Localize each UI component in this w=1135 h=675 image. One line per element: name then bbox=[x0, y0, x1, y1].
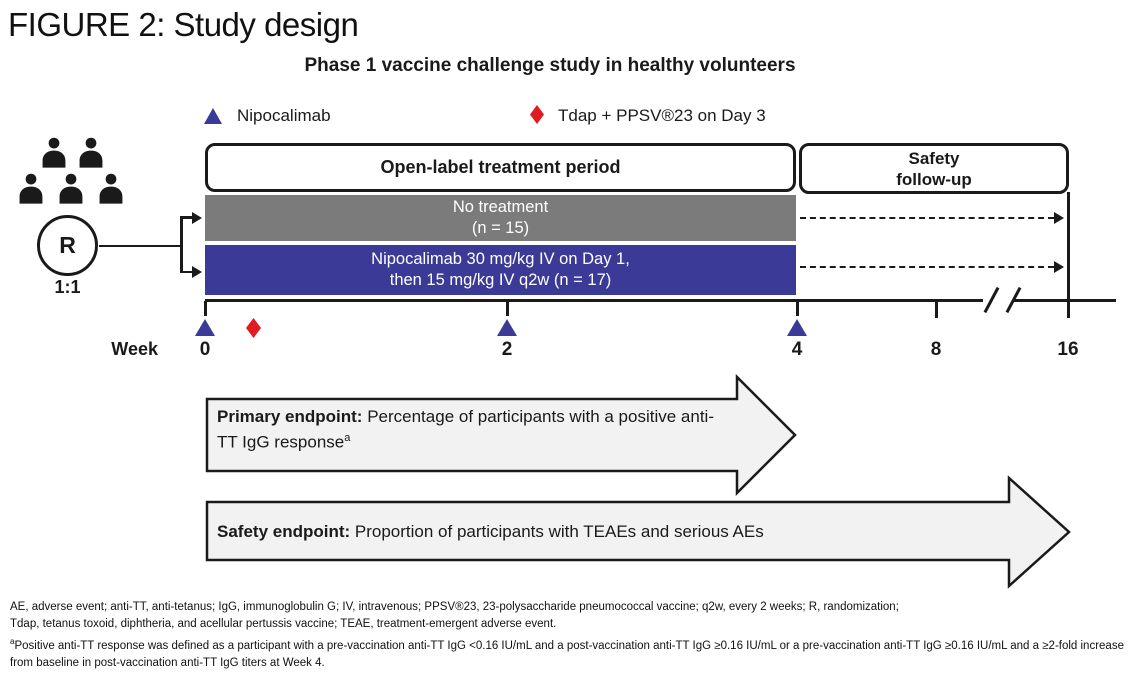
followup-dashed-arrow-treatment bbox=[800, 266, 1054, 268]
control-arm-line2: (n = 15) bbox=[471, 219, 530, 237]
tdap-marker-day3-icon bbox=[246, 318, 261, 338]
safety-followup-box bbox=[799, 143, 1069, 194]
connector-bracket bbox=[180, 216, 183, 273]
legend-label-nipocalimab: Nipocalimab bbox=[237, 106, 331, 125]
safety-endpoint-text: Safety endpoint: Proportion of participants with TEAEs and serious AEs bbox=[217, 522, 764, 541]
tick-week-2 bbox=[506, 301, 509, 316]
nipocalimab-triangle-icon bbox=[204, 108, 222, 124]
figure-title: FIGURE 2: Study design bbox=[8, 6, 359, 43]
footnote-abbreviations-line1: AE, adverse event; anti-TT, anti-tetanus; IgG, immunoglobulin G; IV, intravenous; PPSV®23, 23-polysaccharide pneumococcal vaccine; q2w, every 2 weeks; R, randomization; bbox=[10, 601, 899, 613]
person-icon bbox=[17, 173, 45, 205]
primary-endpoint-text: Primary endpoint: Percentage of participants with a positive anti-TT IgG response$^a$ bbox=[217, 407, 714, 452]
week-axis-label: Week bbox=[111, 339, 158, 359]
week-2-label: 2 bbox=[501, 339, 513, 360]
footnotes bbox=[10, 599, 1128, 672]
randomization-symbol: R bbox=[59, 232, 76, 258]
randomization-circle bbox=[37, 215, 98, 276]
nipocalimab-marker-week4-icon bbox=[787, 319, 807, 336]
nipocalimab-marker-week2-icon bbox=[497, 319, 517, 336]
arrowhead-icon bbox=[192, 212, 202, 224]
person-icon bbox=[77, 137, 105, 169]
figure-subtitle: Phase 1 vaccine challenge study in healthy volunteers bbox=[304, 55, 796, 76]
open-label-period-label: Open-label treatment period bbox=[380, 157, 621, 177]
person-icon bbox=[57, 173, 85, 205]
person-icon bbox=[40, 137, 68, 169]
week-4-label: 4 bbox=[791, 339, 803, 360]
nipocalimab-marker-week0-icon bbox=[195, 319, 215, 336]
tdap-diamond-icon bbox=[530, 105, 544, 124]
person-icon bbox=[97, 173, 125, 205]
randomization-ratio: 1:1 bbox=[54, 277, 81, 297]
treatment-arm-bar bbox=[205, 245, 796, 295]
footnote-definition-line2: from baseline in post-vaccination anti-TT IgG titers at Week 4. bbox=[10, 656, 325, 669]
footnote-abbreviations-line2: Tdap, tetanus toxoid, diphtheria, and acellular pertussis vaccine; TEAE, treatment-emergent adverse event. bbox=[10, 618, 557, 630]
control-arm-line1: No treatment bbox=[452, 198, 549, 216]
week-16-label: 16 bbox=[1057, 339, 1079, 360]
treatment-arm-line2: then 15 mg/kg IV q2w (n = 17) bbox=[389, 271, 612, 289]
week-8-label: 8 bbox=[930, 339, 942, 360]
legend-label-tdap: Tdap + PPSV®23 on Day 3 bbox=[558, 106, 766, 125]
tick-week-8 bbox=[935, 299, 938, 318]
open-label-period-box bbox=[205, 143, 796, 192]
week-0-label: 0 bbox=[199, 339, 211, 360]
connector-line bbox=[99, 245, 181, 248]
arrowhead-icon bbox=[1054, 261, 1064, 273]
safety-followup-label: Safety follow-up bbox=[896, 148, 972, 189]
timeline-axis bbox=[205, 299, 1116, 302]
tick-week-4 bbox=[796, 301, 799, 316]
footnote-definition-line1: $^a$Positive anti-TT response was defined as a participant with a pre-vaccination anti-TT IgG <0.16 IU/mL and a post-vaccination anti-TT IgG ≥0.16 IU/mL or a pre-vaccination anti-TT IgG ≥0.16 IU/mL and a ≥2-fold increase bbox=[10, 637, 1124, 652]
arrowhead-icon bbox=[192, 266, 202, 278]
arrowhead-icon bbox=[1054, 212, 1064, 224]
control-arm-bar bbox=[205, 195, 796, 241]
treatment-arm-line1: Nipocalimab 30 mg/kg IV on Day 1, bbox=[371, 250, 630, 268]
followup-dashed-arrow-control bbox=[800, 217, 1054, 219]
tick-week-0 bbox=[204, 301, 207, 316]
